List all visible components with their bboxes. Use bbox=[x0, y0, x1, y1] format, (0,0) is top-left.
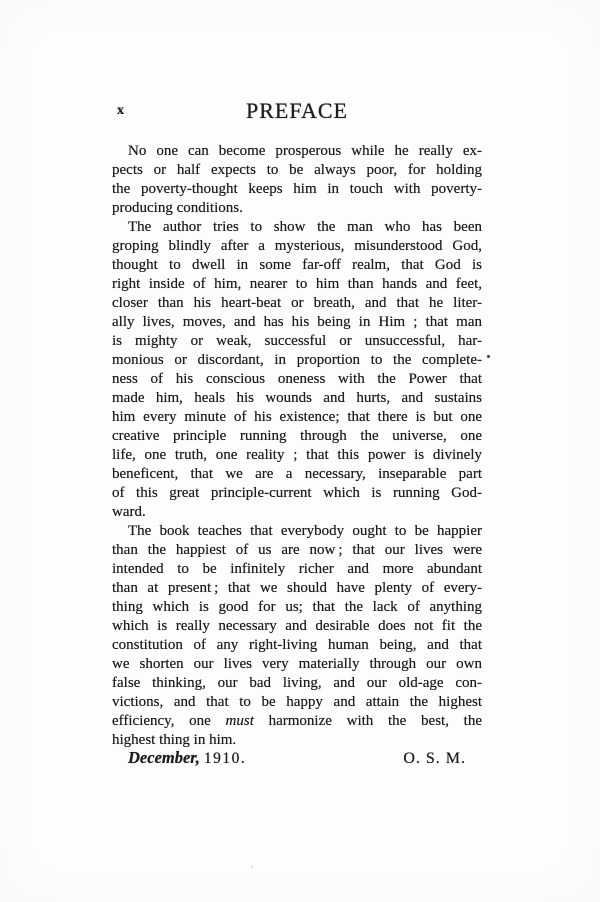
text-line: closer than his heart-beat or breath, and that he liter- bbox=[112, 295, 482, 311]
page-number: x bbox=[117, 103, 124, 118]
text-line: intended to be infinitely richer and more abundant bbox=[112, 561, 482, 577]
text-line: pects or half expects to be always poor, for holding bbox=[112, 162, 482, 178]
text-line: No one can become prosperous while he really ex- bbox=[128, 143, 482, 159]
text-line: the poverty-thought keeps him in touch with poverty- bbox=[112, 181, 482, 197]
text-line: The author tries to show the man who has been bbox=[128, 219, 482, 235]
author-initials: O. S. M. bbox=[403, 750, 466, 767]
text-line: false thinking, our bad living, and our old-age con- bbox=[112, 675, 482, 691]
text-line: The book teaches that everybody ought to be happier bbox=[128, 523, 482, 539]
text-line: victions, and that to be happy and attain the highest bbox=[112, 694, 482, 710]
text-line: groping blindly after a mysterious, misunderstood God, bbox=[112, 238, 482, 254]
text-line: ness of his conscious oneness with the Power that bbox=[112, 371, 482, 387]
text-line: ward. bbox=[112, 504, 146, 520]
text-line: life, one truth, one reality ; that this power is divinely bbox=[112, 447, 482, 463]
text-line: ally lives, moves, and has his being in Him ; that man bbox=[112, 314, 482, 330]
paragraph-1 bbox=[112, 142, 482, 218]
text-line: creative principle running through the universe, one bbox=[112, 428, 482, 444]
text-line: monious or discordant, in proportion to the complete- bbox=[112, 352, 482, 368]
signature-year: 1910. bbox=[203, 750, 247, 767]
text-line: constitution of any right-living human being, and that bbox=[112, 637, 482, 653]
text-line: highest thing in him. bbox=[112, 732, 237, 748]
signature-date bbox=[128, 748, 246, 768]
text-line: we shorten our lives very materially through our own bbox=[112, 656, 482, 672]
text-line: of this great principle-current which is running God- bbox=[112, 485, 482, 501]
text-line: thing which is good for us; that the lack of anything bbox=[112, 599, 482, 615]
text-line: thought to dwell in some far-off realm, that God is bbox=[112, 257, 482, 273]
text-line: efficiency, one must harmonize with the best, the bbox=[112, 713, 482, 729]
text-line: made him, heals his wounds and hurts, and sustains bbox=[112, 390, 482, 406]
text-line: than at present ; that we should have plenty of every- bbox=[112, 580, 482, 596]
text-line: producing conditions. bbox=[112, 200, 243, 216]
text-line: than the happiest of us are now ; that our lives were bbox=[112, 542, 482, 558]
paragraph-3 bbox=[112, 522, 482, 750]
text-line: which is really necessary and desirable does not fit the bbox=[112, 618, 482, 634]
signature-line bbox=[112, 748, 482, 768]
preface-body-text bbox=[112, 142, 482, 750]
ink-dot bbox=[487, 355, 490, 358]
text-line: is mighty or weak, successful or unsuccessful, har- bbox=[112, 333, 482, 349]
paragraph-2 bbox=[112, 218, 482, 522]
page-title: PREFACE bbox=[246, 98, 348, 123]
text-line: beneficent, that we are a necessary, inseparable part bbox=[112, 466, 482, 482]
ink-speck bbox=[251, 866, 253, 868]
text-line: right inside of him, nearer to him than hands and feet, bbox=[112, 276, 482, 292]
signature-month: December, bbox=[128, 748, 200, 767]
text-line: him every minute of his existence; that there is but one bbox=[112, 409, 482, 425]
